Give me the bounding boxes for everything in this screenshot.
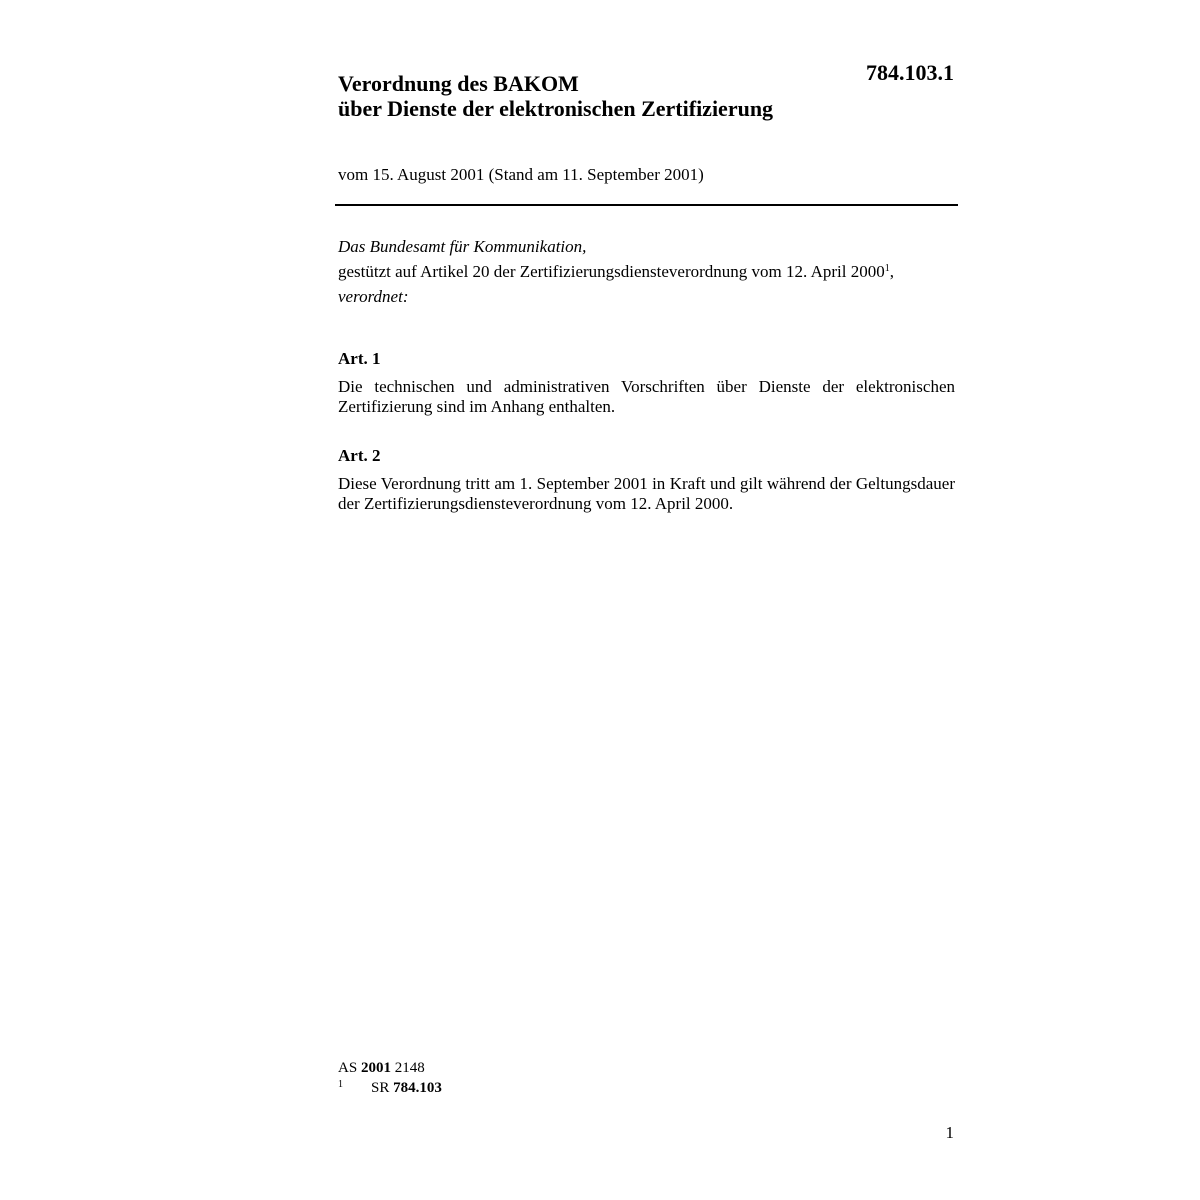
as-page: 2148 xyxy=(394,1060,425,1076)
preamble-basis-suffix: , xyxy=(889,262,894,281)
article-1 xyxy=(338,348,955,417)
footnote-sr-number: 784.103 xyxy=(393,1080,442,1096)
footnote-as xyxy=(338,1058,442,1078)
header-divider xyxy=(335,204,958,206)
article-text: Die technischen und administrativen Vorschriften über Dienste der elektronischen Zertifizierung sind im Anhang enthalten. xyxy=(338,377,955,416)
title-line-1: Verordnung des BAKOM xyxy=(338,71,579,96)
sr-number: 784.103.1 xyxy=(866,60,954,85)
preamble-decree: verordnet: xyxy=(338,287,409,306)
preamble xyxy=(338,234,958,309)
footnote-ref-1[interactable]: 1 xyxy=(884,263,890,274)
title-line-2: über Dienste der elektronischen Zertifizierung xyxy=(338,96,774,121)
preamble-basis-text: gestützt auf Artikel 20 der Zertifizierungsdiensteverordnung vom 12. April 2000 xyxy=(338,262,885,281)
footnote-sr-prefix: SR xyxy=(371,1080,390,1096)
date-line: vom 15. August 2001 (Stand am 11. September 2001) xyxy=(338,165,704,184)
article-heading: Art. 2 xyxy=(338,446,381,465)
as-prefix: AS xyxy=(338,1060,358,1076)
page-number: 1 xyxy=(945,1123,954,1142)
article-text: Diese Verordnung tritt am 1. September 2001 in Kraft und gilt während der Geltungsdauer der Zertifizierungsdiensteverordnung vom 12. April 2000. xyxy=(338,474,955,513)
article-heading: Art. 1 xyxy=(338,349,381,368)
document-title xyxy=(338,71,898,121)
as-year: 2001 xyxy=(360,1060,391,1076)
footnote-1: 1 SR 784.103 xyxy=(338,1079,442,1096)
preamble-authority: Das Bundesamt für Kommunikation, xyxy=(338,237,587,256)
footnotes xyxy=(338,1058,442,1098)
article-2 xyxy=(338,445,955,514)
preamble-basis xyxy=(338,259,958,284)
